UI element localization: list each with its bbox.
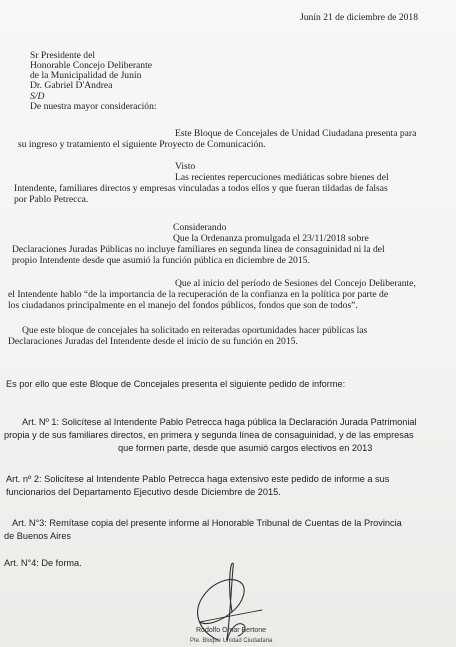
section-heading: Visto	[175, 161, 196, 172]
section-heading: Considerando	[173, 222, 227, 233]
addressee-line: de la Municipalidad de Junín	[30, 70, 142, 81]
addressee-line: Honorable Concejo Deliberante	[30, 60, 153, 71]
request-intro: Es por ello que este Bloque de Concejales presenta el siguiente pedido de informe:	[6, 379, 346, 389]
paragraph-line: Declaraciones Juradas del Intendente desde el inicio de su función en 2015.	[8, 336, 298, 347]
paragraph-line: su ingreso y tratamiento el siguiente Proyecto de Comunicación.	[18, 139, 266, 150]
paragraph-line: por Pablo Petrecca.	[14, 194, 89, 205]
paragraph-line: Las recientes repercuciones mediáticas sobre bienes del	[175, 172, 389, 183]
addressee-line: S/D	[30, 91, 45, 102]
article-line: que formen parte, desde que asumió cargos electivos en 2013	[118, 443, 373, 453]
signatory-name: Rodolfo Omar Bertone	[196, 627, 267, 634]
signatory-role: Pte. Bloque Unidad Ciudadana	[190, 638, 273, 644]
article-line: Art. N°3: Remítase copia del presente informe al Honorable Tribunal de Cuentas de la Provincia	[12, 518, 402, 528]
article-4: Art. N°4: De forma.	[4, 558, 82, 568]
article-line: Art. nº 2: Solicítese al Intendente Pablo Petrecca haga extensivo este pedido de informe a sus	[6, 474, 390, 484]
paragraph-line: Que este bloque de concejales ha solicitado en reiteradas oportunidades hacer públicas las	[22, 325, 368, 336]
paragraph-line: Declaraciones Juradas Públicas no incluye familiares en segunda línea de consaguinidad ni la del	[12, 244, 385, 255]
paragraph-line: los ciudadanos principalmente en el manejo del fondos públicos, fondos que son de todos”.	[8, 300, 358, 311]
paragraph-line: Que al inicio del período de Sesiones del Concejo Deliberante,	[175, 278, 416, 289]
paragraph-line: Este Bloque de Concejales de Unidad Ciudadana presenta para	[175, 128, 417, 139]
article-line: de Buenos Aires	[4, 531, 71, 541]
article-line: propia y de sus familiares directos, en primera y segunda línea de consaguinidad, y de las empresas	[4, 430, 414, 440]
paragraph-line: propio Intendente desde que asumió la función pública en diciembre de 2015.	[12, 255, 310, 266]
document-date: Junín 21 de diciembre de 2018	[300, 12, 419, 23]
paragraph-line: el Intendente hablo “de la importancia de la recuperación de la confianza en la política por parte de	[8, 289, 389, 300]
article-line: funcionarios del Departamento Ejecutivo desde Diciembre de 2015.	[6, 487, 281, 497]
addressee-line: Dr. Gabriel D'Andrea	[30, 80, 113, 91]
salutation: De nuestra mayor consideración:	[30, 101, 157, 112]
article-line: Art. Nº 1: Solicítese al Intendente Pablo Petrecca haga pública la Declaración Jurada Patrimonial	[22, 417, 417, 427]
addressee-line: Sr Presidente del	[30, 50, 96, 61]
paragraph-line: Intendente, familiares directos y empresas vinculadas a todos ellos y que fueran tildadas de falsas	[14, 183, 388, 194]
paragraph-line: Que la Ordenanza promulgada el 23/11/2018 sobre	[173, 233, 369, 244]
